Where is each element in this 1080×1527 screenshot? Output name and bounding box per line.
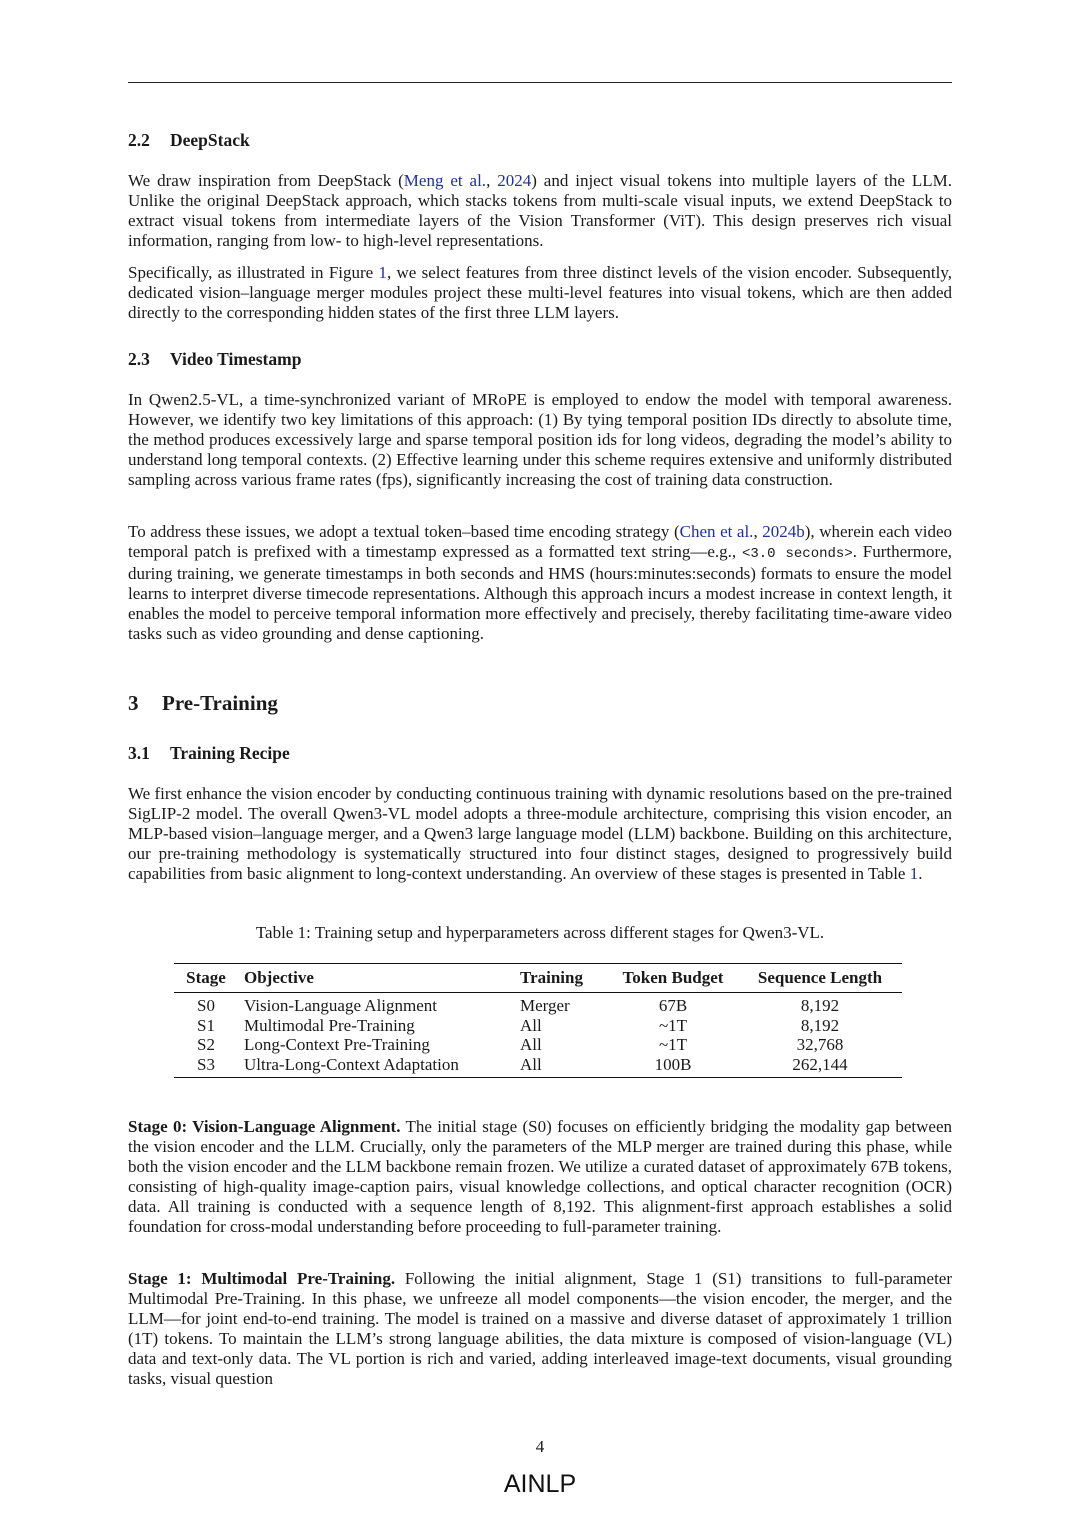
section-number: 3 (128, 691, 139, 715)
header-stage: Stage (174, 964, 238, 993)
stage-0-lead: Stage 0: Vision-Language Alignment. (128, 1117, 401, 1136)
header-training: Training (514, 964, 608, 993)
stage-1-paragraph: Stage 1: Multimodal Pre-Training. Following the initial alignment, Stage 1 (S1) transitions to full-parameter Multimodal Pre-Training. In this phase, we unfreeze all model components—the vision encoder, the merger, and the LLM—for joint end-to-end training. The model is trained on a massive and diverse dataset of approximately 1 trillion (1T) tokens. To maintain the LLM’s strong language abilities, the data mixture is composed of vision-language (VL) data and text-only data. The VL portion is rich and varied, adding interleaved image-text documents, visual grounding tasks, visual question (128, 1269, 952, 1388)
table-ref-1[interactable]: 1 (909, 864, 919, 883)
section-title: Pre-Training (162, 691, 278, 715)
watermark: AINLP (503, 1470, 577, 1498)
cell-stage: S1 (197, 1015, 215, 1035)
table-row (174, 993, 902, 1016)
section-2-3-heading (128, 349, 301, 370)
cell-sequence-length: 8,192 (800, 1015, 840, 1035)
header-sequence-length: Sequence Length (738, 964, 902, 993)
deepstack-paragraph-1: We draw inspiration from DeepStack (Meng et al., 2024) and inject visual tokens into multiple layers of the LLM. Unlike the original DeepStack approach, which stacks tokens from multi-scale visual inputs, we extend DeepStack to extract visual tokens from intermediate layers of the Vision Transformer (ViT). This design preserves rich visual information, ranging from low- to high-level representations. (128, 171, 952, 250)
header-rule (128, 82, 952, 83)
cell-objective: Vision-Language Alignment (244, 996, 438, 1015)
training-recipe-paragraph: We first enhance the vision encoder by conducting continuous training with dynamic resolutions based on the pre-trained SigLIP-2 model. The overall Qwen3-VL model adopts a three-module architecture, comprising this vision encoder, an MLP-based vision–language merger, and a Qwen3 large language model (LLM) backbone. Building on this architecture, our pre-training methodology is systematically structured into four distinct stages, designed to progressively build capabilities from basic alignment to long-context understanding. An overview of these stages is presented in Table 1. (128, 784, 952, 883)
cell-training: All (514, 1055, 608, 1078)
section-title: Video Timestamp (170, 349, 302, 369)
timestamp-paragraph-2: To address these issues, we adopt a textual token–based time encoding strategy (Chen et al., 2024b), wherein each video temporal patch is prefixed with a timestamp expressed as a formatted text string—e.g., <3.0 seconds>. Furthermore, during training, we generate timestamps in both seconds and HMS (hours:minutes:seconds) formats to ensure the model learns to interpret diverse timecode representations. Although this approach incurs a modest increase in context length, it enables the model to perceive temporal information more effectively and precisely, thereby facilitating time-aware video tasks such as video grounding and dense captioning. (128, 522, 953, 643)
cell-training: All (520, 1035, 542, 1054)
section-number: 2.3 (128, 349, 150, 369)
section-3-heading (128, 691, 278, 716)
table-caption: Table 1: Training setup and hyperparameters across different stages for Qwen3-VL. (255, 923, 825, 942)
cell-objective: Long-Context Pre-Training (244, 1035, 430, 1054)
header-objective: Objective (238, 964, 514, 993)
timestamp-example-code: <3.0 seconds> (741, 546, 853, 562)
citation-year-2024[interactable]: 2024 (497, 171, 532, 190)
cell-training: All (520, 1015, 542, 1035)
figure-ref-1[interactable]: 1 (378, 263, 387, 282)
cell-objective: Ultra-Long-Context Adaptation (238, 1055, 514, 1078)
cell-stage: S0 (197, 996, 215, 1015)
cell-token-budget: ~1T (658, 1035, 688, 1054)
cell-stage: S3 (174, 1055, 238, 1078)
section-title: Training Recipe (170, 743, 290, 763)
table-row (174, 1016, 902, 1036)
training-stages-table (174, 963, 902, 1078)
deepstack-paragraph-2: Specifically, as illustrated in Figure 1, we select features from three distinct levels of the vision encoder. Subsequently, dedicated vision–language merger modules project these multi-level features into visual tokens, which are then added directly to the corresponding hidden states of the first three LLM layers. (128, 263, 953, 322)
citation-chen[interactable]: Chen et al. (679, 522, 754, 541)
stage-1-lead: Stage 1: Multimodal Pre-Training. (128, 1269, 396, 1288)
page-number: 4 (535, 1437, 545, 1456)
cell-token-budget: ~1T (658, 1015, 688, 1035)
section-2-2-heading (128, 130, 250, 151)
citation-meng[interactable]: Meng et al. (403, 171, 487, 190)
cell-token-budget: 100B (608, 1055, 738, 1078)
section-title: DeepStack (170, 130, 250, 150)
section-number: 2.2 (128, 130, 150, 150)
table-row (174, 1055, 902, 1078)
cell-sequence-length: 32,768 (796, 1035, 844, 1054)
table-row (174, 1035, 902, 1055)
citation-year-2024b[interactable]: 2024b (762, 522, 805, 541)
cell-token-budget: 67B (658, 996, 688, 1015)
section-3-1-heading (128, 743, 290, 764)
cell-sequence-length: 8,192 (800, 996, 840, 1015)
cell-stage: S2 (197, 1035, 215, 1054)
table-header-row (174, 964, 902, 993)
section-number: 3.1 (128, 743, 150, 763)
cell-sequence-length: 262,144 (738, 1055, 902, 1078)
header-token-budget: Token Budget (608, 964, 738, 993)
stage-0-paragraph: Stage 0: Vision-Language Alignment. The initial stage (S0) focuses on efficiently bridging the modality gap between the vision encoder and the LLM. Crucially, only the parameters of the MLP merger are trained during this phase, while both the vision encoder and the LLM backbone remain frozen. We utilize a curated dataset of approximately 67B tokens, consisting of high-quality image-caption pairs, visual knowledge collections, and optical character recognition (OCR) data. All training is conducted with a sequence length of 8,192. This alignment-first approach establishes a solid foundation for cross-modal understanding before proceeding to full-parameter training. (128, 1117, 952, 1236)
cell-training: Merger (520, 996, 570, 1015)
timestamp-paragraph-1: In Qwen2.5-VL, a time-synchronized variant of MRoPE is employed to endow the model with temporal awareness. However, we identify two key limitations of this approach: (1) By tying temporal position IDs directly to absolute time, the method produces excessively large and sparse temporal position ids for long videos, degrading the model’s ability to understand long temporal contexts. (2) Effective learning under this scheme requires extensive and uniformly distributed sampling across various frame rates (fps), significantly increasing the cost of training data construction. (128, 390, 952, 489)
cell-objective: Multimodal Pre-Training (244, 1015, 415, 1035)
